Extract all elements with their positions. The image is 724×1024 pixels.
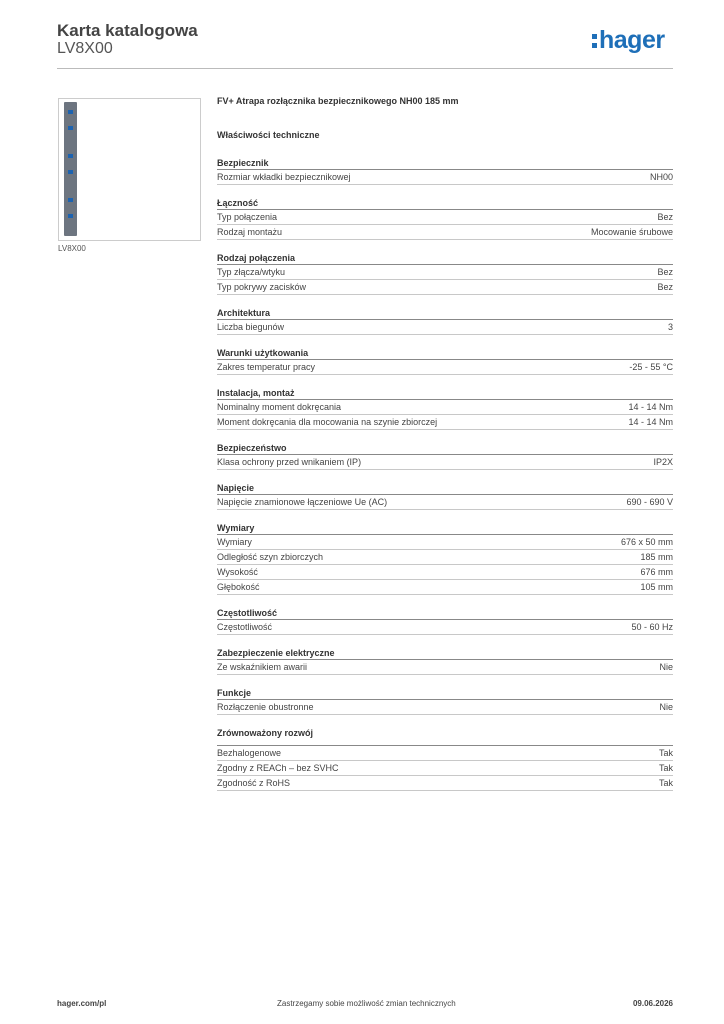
spec-label: Odległość szyn zbiorczych	[217, 552, 324, 562]
spec-value: 185 mm	[640, 552, 673, 562]
spec-row	[217, 495, 673, 510]
spec-value: 14 - 14 Nm	[628, 417, 673, 427]
spec-label: Typ połączenia	[217, 212, 278, 222]
spec-label: Typ złącza/wtyku	[217, 267, 286, 277]
spec-row	[217, 565, 673, 580]
spec-value: Nie	[659, 662, 673, 672]
spec-label: Zgodność z RoHS	[217, 778, 291, 788]
spec-row	[217, 660, 673, 675]
spec-group	[217, 647, 673, 675]
spec-label: Częstotliwość	[217, 622, 273, 632]
spec-group	[217, 687, 673, 715]
spec-row	[217, 580, 673, 595]
spec-label: Zakres temperatur pracy	[217, 362, 316, 372]
section-title: Właściwości techniczne	[217, 130, 320, 140]
spec-group	[217, 252, 673, 295]
spec-label: Napięcie znamionowe łączeniowe Ue (AC)	[217, 497, 388, 507]
spec-label: Zgodny z REACh – bez SVHC	[217, 763, 339, 773]
spec-row	[217, 320, 673, 335]
spec-value: NH00	[649, 172, 673, 182]
spec-group-title: Instalacja, montaż	[217, 387, 673, 400]
spec-group-title: Warunki użytkowania	[217, 347, 673, 360]
spec-group-title: Rodzaj połączenia	[217, 252, 673, 265]
spec-row	[217, 620, 673, 635]
spec-value: IP2X	[653, 457, 673, 467]
page-title: Karta katalogowa	[57, 21, 198, 40]
spec-row	[217, 746, 673, 761]
spec-group	[217, 387, 673, 430]
spec-group-title: Architektura	[217, 307, 673, 320]
spec-row	[217, 210, 673, 225]
hager-logo	[592, 26, 665, 55]
spec-label: Rodzaj montażu	[217, 227, 283, 237]
spec-row	[217, 415, 673, 430]
spec-label: Głębokość	[217, 582, 260, 592]
spec-group	[217, 157, 673, 185]
spec-value: Bez	[657, 267, 673, 277]
spec-label: Rozłączenie obustronne	[217, 702, 314, 712]
spec-value: 676 mm	[640, 567, 673, 577]
footer-date: 09.06.2026	[632, 999, 673, 1008]
spec-value: 676 x 50 mm	[620, 537, 673, 547]
spec-value: Mocowanie śrubowe	[590, 227, 673, 237]
spec-label: Liczba biegunów	[217, 322, 285, 332]
spec-group	[217, 347, 673, 375]
spec-value: Bez	[657, 282, 673, 292]
spec-group-title: Bezpieczeństwo	[217, 442, 673, 455]
spec-group	[217, 442, 673, 470]
spec-label: Moment dokręcania dla mocowania na szynie zbiorczej	[217, 417, 438, 427]
spec-label: Klasa ochrony przed wnikaniem (IP)	[217, 457, 362, 467]
spec-value: 3	[667, 322, 673, 332]
spec-label: Wysokość	[217, 567, 258, 577]
spec-value: Tak	[658, 778, 673, 788]
spec-content	[217, 96, 673, 791]
spec-value: 14 - 14 Nm	[628, 402, 673, 412]
spec-row	[217, 360, 673, 375]
spec-row	[217, 400, 673, 415]
spec-group-title: Zabezpieczenie elektryczne	[217, 647, 673, 660]
product-title: FV+ Atrapa rozłącznika bezpiecznikowego NH00 185 mm	[217, 96, 459, 106]
spec-label: Rozmiar wkładki bezpiecznikowej	[217, 172, 351, 182]
spec-group	[217, 307, 673, 335]
product-image	[58, 98, 201, 241]
spec-row	[217, 265, 673, 280]
spec-group-title: Napięcie	[217, 482, 673, 495]
spec-group-title: Zrównoważony rozwój	[217, 727, 673, 746]
spec-group-title: Funkcje	[217, 687, 673, 700]
spec-value: 105 mm	[640, 582, 673, 592]
spec-group-title: Łączność	[217, 197, 673, 210]
spec-group	[217, 482, 673, 510]
spec-group	[217, 522, 673, 595]
spec-label: Ze wskaźnikiem awarii	[217, 662, 308, 672]
spec-row	[217, 776, 673, 791]
spec-row	[217, 550, 673, 565]
spec-group-title: Bezpiecznik	[217, 157, 673, 170]
spec-label: Typ pokrywy zacisków	[217, 282, 307, 292]
spec-group	[217, 197, 673, 240]
spec-value: Bez	[657, 212, 673, 222]
spec-row	[217, 170, 673, 185]
logo-colon-icon	[592, 32, 597, 49]
spec-group-title: Wymiary	[217, 522, 673, 535]
spec-value: 690 - 690 V	[626, 497, 673, 507]
spec-value: Nie	[659, 702, 673, 712]
spec-row	[217, 280, 673, 295]
footer-website[interactable]: hager.com/pl	[57, 999, 107, 1008]
spec-row	[217, 761, 673, 776]
spec-row	[217, 535, 673, 550]
spec-value: 50 - 60 Hz	[631, 622, 673, 632]
spec-label: Nominalny moment dokręcania	[217, 402, 342, 412]
spec-row	[217, 700, 673, 715]
spec-row	[217, 455, 673, 470]
spec-group	[217, 727, 673, 791]
spec-value: Tak	[658, 748, 673, 758]
spec-label: Bezhalogenowe	[217, 748, 282, 758]
logo-text: hager	[599, 26, 665, 54]
spec-value: -25 - 55 °C	[629, 362, 673, 372]
spec-group	[217, 607, 673, 635]
footer-disclaimer: Zastrzegamy sobie możliwość zmian technicznych	[277, 999, 456, 1008]
spec-groups	[217, 157, 673, 791]
image-caption: LV8X00	[58, 244, 86, 253]
spec-group-title: Częstotliwość	[217, 607, 673, 620]
product-code: LV8X00	[57, 40, 113, 57]
header-divider	[57, 68, 673, 69]
spec-value: Tak	[658, 763, 673, 773]
spec-row	[217, 225, 673, 240]
fuse-dummy-device	[64, 102, 77, 236]
spec-label: Wymiary	[217, 537, 252, 547]
